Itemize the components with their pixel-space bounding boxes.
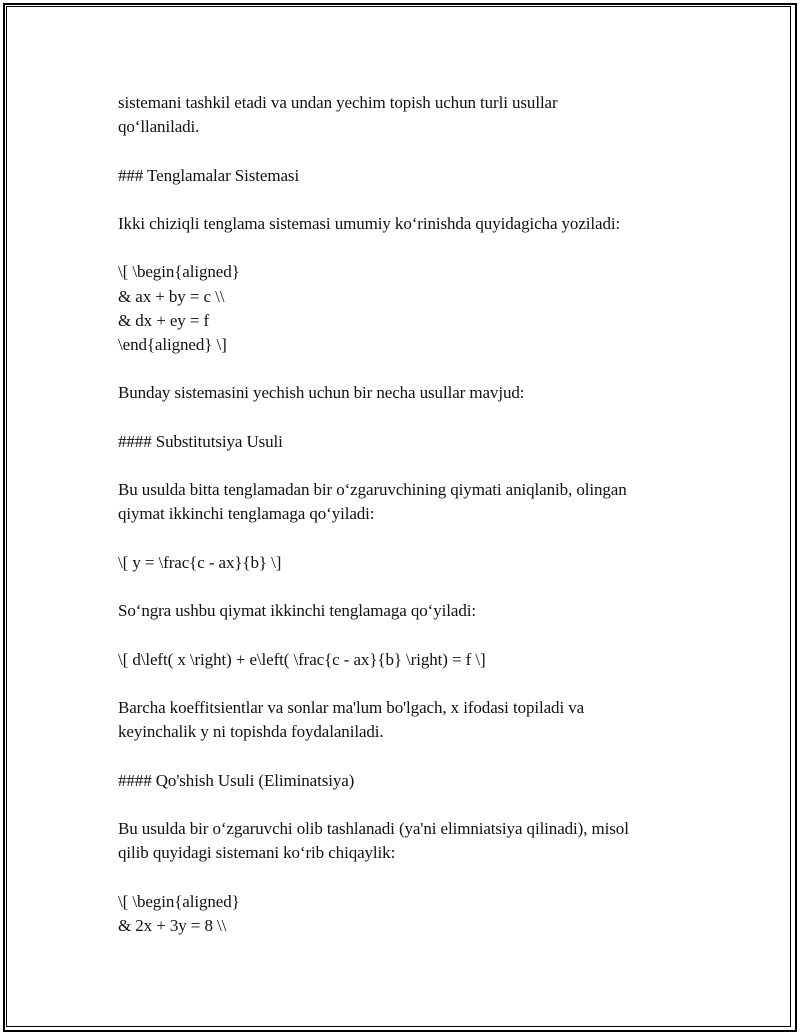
equation-line: \[ \begin{aligned} [118,262,240,282]
blank-line [118,139,698,163]
equation-line: \end{aligned} \] [118,334,227,354]
blank-line [118,793,698,817]
text-line: Ikki chiziqli tenglama sistemasi umumiy ko‘rinishda quyidagicha yoziladi: [118,213,621,233]
blank-line [118,454,698,478]
text-line: qiymat ikkinchi tenglamaga qo‘yiladi: [118,504,375,524]
text-line: keyinchalik y ni topishda foydalaniladi. [118,722,384,742]
blank-line [118,188,698,212]
text-line: qilib quyidagi sistemani ko‘rib chiqaylik: [118,843,396,863]
blank-line [118,744,698,768]
text-line: qo‘llaniladi. [118,117,200,137]
blank-line [118,865,698,889]
subsection-heading: #### Substitutsiya Usuli [118,431,283,451]
document-body [118,91,698,938]
blank-line [118,357,698,381]
equation-line: & 2x + 3y = 8 \\ [118,915,227,935]
text-line: sistemani tashkil etadi va undan yechim topish uchun turli usullar [118,93,558,112]
text-line: Barcha koeffitsientlar va sonlar ma'lum bo'lgach, x ifodasi topiladi va [118,697,585,717]
equation-line: & ax + by = c \\ [118,286,225,306]
text-line: Bunday sistemasini yechish uchun bir necha usullar mavjud: [118,383,525,403]
blank-line [118,575,698,599]
equation-line: \[ y = \frac{c - ax}{b} \] [118,552,282,572]
equation-line: \[ d\left( x \right) + e\left( \frac{c - ax}{b} \right) = f \] [118,649,486,669]
equation-line: \[ \begin{aligned} [118,891,240,911]
text-line: So‘ngra ushbu qiymat ikkinchi tenglamaga qo‘yiladi: [118,601,476,621]
text-line: Bu usulda bitta tenglamadan bir o‘zgaruvchining qiymati aniqlanib, olingan [118,480,627,500]
blank-line [118,406,698,430]
subsection-heading: #### Qo'shish Usuli (Eliminatsiya) [118,770,355,790]
blank-line [118,623,698,647]
text-line: Bu usulda bir o‘zgaruvchi olib tashlanadi (ya'ni elimniatsiya qilinadi), misol [118,818,629,838]
equation-line: & dx + ey = f [118,310,210,330]
blank-line [118,672,698,696]
blank-line [118,527,698,551]
blank-line [118,236,698,260]
section-heading: ### Tenglamalar Sistemasi [118,165,300,185]
